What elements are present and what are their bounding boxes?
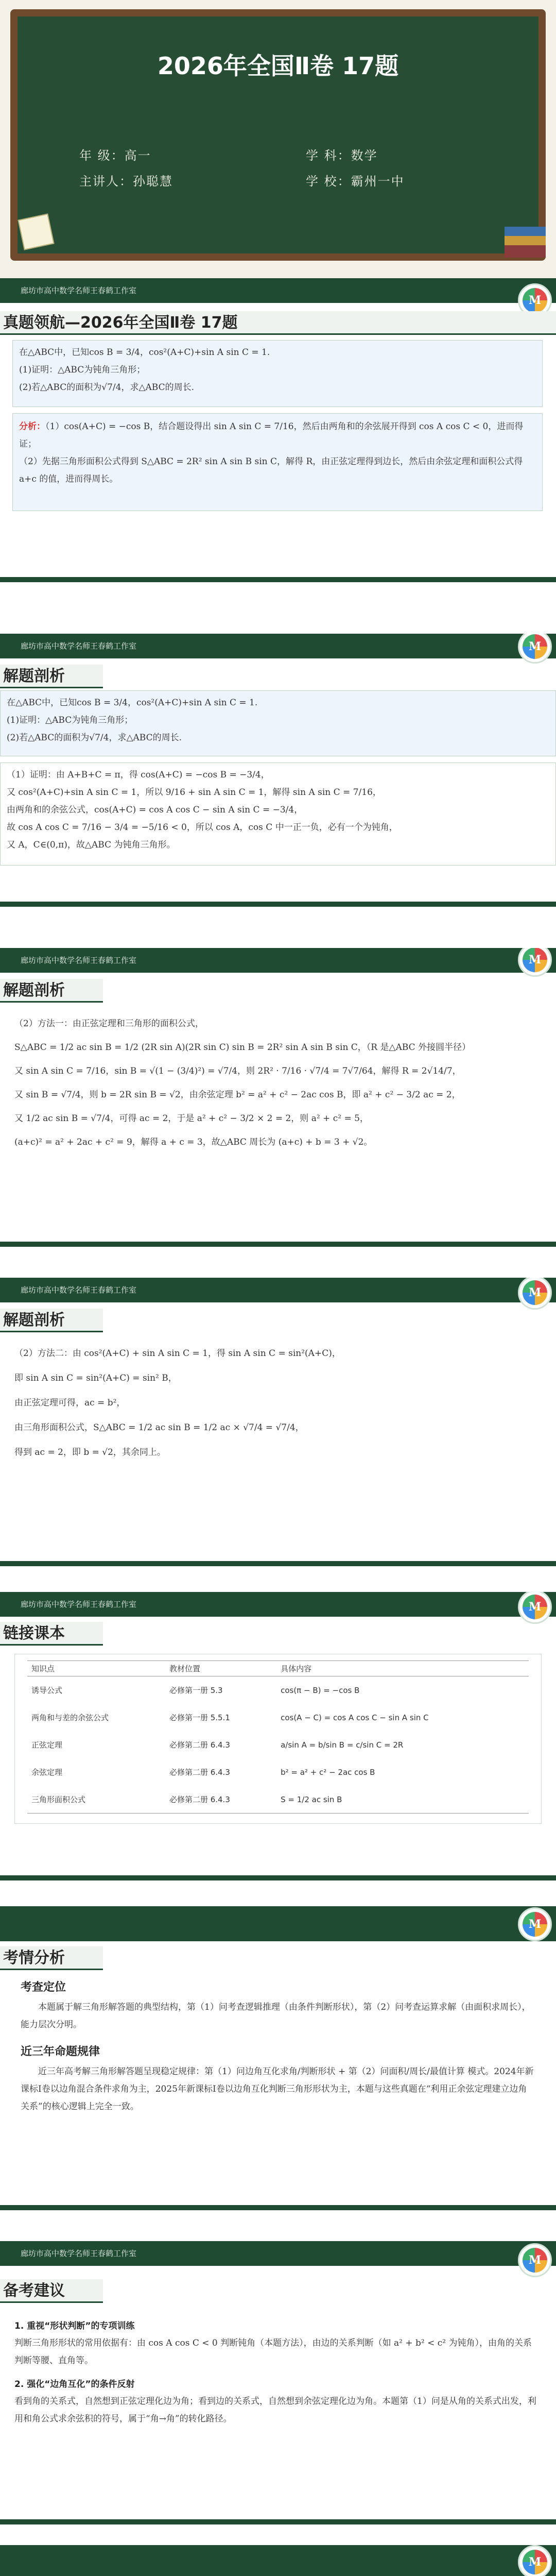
- slide-footer: [0, 577, 556, 582]
- table-cell: 正弦定理: [31, 1740, 63, 1750]
- studio-logo-icon: M: [518, 2243, 552, 2277]
- textbook-table-wrap: [14, 1654, 542, 1824]
- slide-title: 解题剖析: [0, 1309, 103, 1332]
- slide-5: [0, 1278, 556, 1566]
- table-cell: cos(π − B) = −cos B: [281, 1685, 360, 1695]
- textbook-table: [27, 1660, 529, 1814]
- analysis-box: 分析：（1）cos(A+C) = −cos B，结合题设得出 sin A sin C = 7/16，然后由两角和的余弦展开得到 cos A cos C < 0，进而得证； （2）先据三角形面积公式得到 S△ABC = 2R² sin A sin B sin C，解得 R，由正弦定理得到边长，然后由余弦定理和面积公式得 a+c 的值，进而得周长。: [12, 413, 543, 511]
- question-box: 在△ABC中，已知cos B = 3/4，cos²(A+C)+sin A sin C = 1. (1)证明：△ABC为钝角三角形； (2)若△ABC的面积为√7/4，求△ABC的周长.: [0, 690, 556, 756]
- cover-grade: 年 级：高一: [79, 148, 151, 163]
- table-cell: cos(A − C) = cos A cos C − sin A sin C: [281, 1713, 429, 1722]
- table-cell: 必修第一册 5.5.1: [169, 1713, 230, 1722]
- slide-header: 廊坊市高中数学名师王春鹤工作室: [0, 278, 556, 303]
- slide-title: 链接课本: [0, 1622, 103, 1646]
- slide-8: [0, 2241, 556, 2524]
- cover-title: 2026年全国Ⅱ卷 17题: [157, 52, 399, 80]
- slide-header: [0, 2545, 556, 2576]
- slide-footer: [0, 1242, 556, 1247]
- slide-footer: [0, 902, 556, 907]
- slide-header: 廊坊市高中数学名师王春鹤工作室: [0, 634, 556, 658]
- table-cell: a/sin A = b/sin B = c/sin C = 2R: [281, 1740, 404, 1750]
- table-header: 具体内容: [276, 1661, 529, 1676]
- table-header: 知识点: [27, 1661, 165, 1676]
- chalk-icon: [18, 213, 54, 250]
- studio-logo-icon: M: [518, 1907, 552, 1941]
- slide-footer: [0, 2205, 556, 2210]
- slide-header: [0, 1906, 556, 1941]
- slide-title: 解题剖析: [0, 665, 103, 688]
- chalkboard: [10, 9, 546, 261]
- slide-7: [0, 1906, 556, 2210]
- studio-logo-icon: M: [518, 283, 552, 317]
- slide-header: 廊坊市高中数学名师王春鹤工作室: [0, 1278, 556, 1302]
- table-cell: S = 1/2 ac sin B: [276, 1786, 529, 1814]
- slide-header: 廊坊市高中数学名师王春鹤工作室: [0, 2241, 556, 2266]
- slide-title: 考情分析: [0, 1946, 103, 1970]
- slide-header: 廊坊市高中数学名师王春鹤工作室: [0, 948, 556, 973]
- slide-header: 廊坊市高中数学名师王春鹤工作室: [0, 1592, 556, 1617]
- table-row: [27, 1676, 529, 1704]
- slide-title: 解题剖析: [0, 979, 103, 1003]
- question-box: 在△ABC中，已知cos B = 3/4，cos²(A+C)+sin A sin C = 1. (1)证明：△ABC为钝角三角形； (2)若△ABC的面积为√7/4，求△ABC的周长.: [12, 340, 543, 407]
- cover-slide: [0, 0, 556, 278]
- table-cell: 必修第二册 6.4.3: [165, 1786, 276, 1814]
- exam-analysis: 考查定位 本题属于解三角形解答题的典型结构，第（1）问考查逻辑推理（由条件判断形状），第（2）问考查运算求解（由面积求周长），能力层次分明。 近三年命题规律 近三年高考解三角形解答题呈现稳定规律：第（1）问边角互化求角/判断形状 + 第（2）问面积/周长/最值计算 模式。2024年新课标Ⅰ卷以边角混合条件求角为主，2025年新课标Ⅰ卷以边角互化判断三角形形状为主，本题与这些真题在“利用正余弦定理建立边角关系”的核心逻辑上完全一致。: [21, 1981, 534, 2112]
- slide-footer: [0, 1561, 556, 1566]
- slide-title: 真题领航—2026年全国Ⅱ卷 17题: [0, 311, 556, 335]
- solution-box: （1）证明：由 A+B+C = π，得 cos(A+C) = −cos B = −3/4， 又 cos²(A+C)+sin A sin C = 1，所以 9/16 + sin A sin C = 1，解得 sin A sin C = 7/16， 由两角和的余弦公式，cos(A+C) = cos A cos C − sin A sin C = −3/4， 故 cos A cos C = 7/16 − 3/4 = −5/16 < 0，所以 cos A，cos C 中一正一负，必有一个为钝角， 又 A，C∈(0,π)，故△ABC 为钝角三角形。: [0, 762, 556, 866]
- solution-text: （2）方法一：由正弦定理和三角形的面积公式， S△ABC = 1/2 ac sin B = 1/2 (2R sin A)(2R sin C) sin B = 2R² sin A sin B sin C，（R 是△ABC 外接圆半径） 又 sin A sin C = 7/16，sin B = √(1 − (3/4)²) = √7/4，则 2R² · 7/16 · √7/4 = 7√7/64，解得 R = 2√14/7， 又 sin B = √7/4，则 b = 2R sin B = √2，由余弦定理 b² = a² + c² − 2ac cos B，即 a² + c² − 3/2 ac = 2， 又 1/2 ac sin B = √7/4，可得 ac = 2，于是 a² + c² − 3/2 × 2 = 2，则 a² + c² = 5， (a+c)² = a² + 2ac + c² = 9，解得 a + c = 3，故△ABC 周长为 (a+c) + b = 3 + √2。: [14, 1019, 471, 1147]
- cover-subject: 学 科：数学: [306, 148, 378, 163]
- table-row: [27, 1786, 529, 1814]
- solution-text: （2）方法二：由 cos²(A+C) + sin A sin C = 1，得 sin A sin C = sin²(A+C)， 即 sin A sin C = sin²(A+C) = sin² B， 由正弦定理可得，ac = b²， 由三角形面积公式，S△ABC = 1/2 ac sin B = 1/2 ac × √7/4 = √7/4， 得到 ac = 2，即 b = √2，其余同上。: [14, 1348, 341, 1458]
- slide-4: [0, 948, 556, 1247]
- table-cell: 必修第二册 6.4.3: [169, 1740, 230, 1750]
- table-cell: b² = a² + c² − 2ac cos B: [281, 1767, 375, 1777]
- studio-logo-icon: M: [518, 1592, 552, 1624]
- studio-logo-icon: M: [518, 634, 552, 664]
- cover-speaker: 主讲人：孙聪慧: [79, 174, 173, 189]
- table-cell: 三角形面积公式: [27, 1786, 165, 1814]
- slide-2: [0, 278, 556, 582]
- slide-6: [0, 1592, 556, 1880]
- prep-advice: 1. 重视“形状判断”的专项训练 判断三角形形状的常用依据有：由 cos A cos C < 0 判断钝角（本题方法），由边的关系判断（如 a² + b² < c² 为钝角），由角的关系判断等腰、直角等。 2. 强化“边角互化”的条件反射 看到角的关系式，自然想到正弦定理化边为角；看到边的关系式，自然想到余弦定理化边为角。本题第（1）问是从角的关系式出发，利用和角公式求余弦积的符号，属于“角→角”的转化路径。: [14, 2321, 536, 2424]
- cover-school: 学 校：霸州一中: [306, 174, 405, 189]
- table-row: [27, 1731, 529, 1758]
- table-row: [27, 1704, 529, 1731]
- table-cell: 必修第二册 6.4.3: [169, 1768, 230, 1777]
- table-cell: 余弦定理: [31, 1768, 63, 1777]
- table-cell: 两角和与差的余弦公式: [31, 1713, 109, 1722]
- studio-logo-icon: M: [518, 948, 552, 977]
- slide-3: [0, 634, 556, 907]
- table-header: 教材位置: [165, 1661, 276, 1676]
- slide-9: [0, 2545, 556, 2576]
- slide-footer: [0, 2519, 556, 2524]
- studio-logo-icon: M: [518, 1278, 552, 1310]
- slide-footer: [0, 1875, 556, 1880]
- table-cell: 诱导公式: [31, 1686, 63, 1695]
- table-row: [27, 1758, 529, 1786]
- studio-logo-icon: M: [518, 2545, 552, 2576]
- slide-title: 备考建议: [0, 2279, 103, 2303]
- books-icon: [505, 227, 546, 258]
- table-cell: 必修第一册 5.3: [169, 1686, 223, 1695]
